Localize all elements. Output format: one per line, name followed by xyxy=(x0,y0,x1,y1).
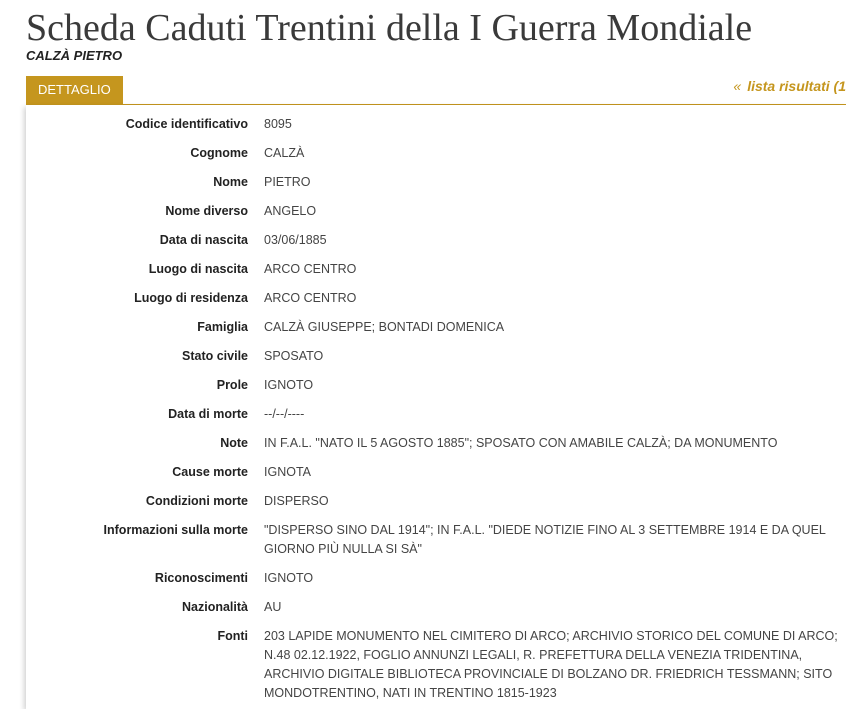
field-label: Cause morte xyxy=(172,465,248,479)
row-nome-diverso xyxy=(26,202,846,231)
row-data-morte xyxy=(26,405,846,434)
field-label: Stato civile xyxy=(182,349,248,363)
field-value: CALZÀ GIUSEPPE; BONTADI DOMENICA xyxy=(264,320,505,334)
field-label: Luogo di residenza xyxy=(134,291,248,305)
field-label: Condizioni morte xyxy=(145,494,248,508)
field-value: DISPERSO xyxy=(264,494,329,508)
field-value: ARCO CENTRO xyxy=(264,262,357,276)
field-label: Data di nascita xyxy=(159,233,248,247)
row-condizioni-morte xyxy=(26,492,846,521)
field-value: 03/06/1885 xyxy=(264,233,327,247)
field-label: Nome xyxy=(213,175,248,189)
results-list-link[interactable] xyxy=(733,76,846,96)
field-value: CALZÀ xyxy=(264,146,305,160)
field-label: Prole xyxy=(216,378,248,392)
row-cognome xyxy=(26,144,846,173)
field-value: 8095 xyxy=(264,117,292,131)
row-data-nascita xyxy=(26,231,846,260)
field-value: IGNOTA xyxy=(264,465,311,479)
results-list-label: lista risultati (1 xyxy=(747,78,846,94)
row-informazioni-morte xyxy=(26,521,846,569)
detail-panel xyxy=(26,105,846,709)
row-fonti xyxy=(26,627,846,709)
row-nazionalita xyxy=(26,598,846,627)
field-label: Note xyxy=(220,436,248,450)
field-value: IN F.A.L. "NATO IL 5 AGOSTO 1885"; SPOSATO CON AMABILE CALZÀ; DA MONUMENTO xyxy=(264,436,778,450)
field-value: "DISPERSO SINO DAL 1914"; IN F.A.L. "DIEDE NOTIZIE FINO AL 3 SETTEMBRE 1914 E DA QUEL GIORNO PIÙ NULLA SI SÀ" xyxy=(264,523,826,556)
row-prole xyxy=(26,376,846,405)
field-value: --/--/---- xyxy=(264,407,305,421)
field-value: AU xyxy=(264,600,282,614)
field-value: SPOSATO xyxy=(264,349,324,363)
field-label: Informazioni sulla morte xyxy=(103,523,248,537)
field-label: Luogo di nascita xyxy=(148,262,248,276)
field-value: IGNOTO xyxy=(264,571,314,585)
field-value: PIETRO xyxy=(264,175,311,189)
row-luogo-residenza xyxy=(26,289,846,318)
row-cause-morte xyxy=(26,463,846,492)
row-famiglia xyxy=(26,318,846,347)
field-value: 203 LAPIDE MONUMENTO NEL CIMITERO DI ARCO; ARCHIVIO STORICO DEL COMUNE DI ARCO; N.48 02.12.1922, FOGLIO ANNUNZI LEGALI, R. PREFETTURA DELLA VENEZIA TRIDENTINA, ARCHIVIO DIGITALE BIBLIOTECA PROVINCIALE DI BOLZANO DR. FRIEDRICH TESSMANN; SITO MONDOTRENTINO, NATI IN TRENTINO 1815-1923 xyxy=(264,629,838,700)
row-note xyxy=(26,434,846,463)
tab-dettaglio[interactable]: DETTAGLIO xyxy=(26,76,123,104)
field-label: Riconoscimenti xyxy=(154,571,248,585)
field-label: Nome diverso xyxy=(165,204,248,218)
row-luogo-nascita xyxy=(26,260,846,289)
field-label: Fonti xyxy=(217,629,248,643)
row-riconoscimenti xyxy=(26,569,846,598)
back-guillemet-icon: « xyxy=(733,78,742,94)
page-title: Scheda Caduti Trentini della I Guerra Mondiale xyxy=(26,7,753,49)
field-label: Nazionalità xyxy=(182,600,248,614)
field-value: ARCO CENTRO xyxy=(264,291,357,305)
field-value: ANGELO xyxy=(264,204,317,218)
record-subtitle: CALZÀ PIETRO xyxy=(26,48,123,63)
field-label: Codice identificativo xyxy=(125,117,248,131)
row-nome xyxy=(26,173,846,202)
field-value: IGNOTO xyxy=(264,378,314,392)
row-stato-civile xyxy=(26,347,846,376)
detail-rows xyxy=(26,115,846,709)
row-codice xyxy=(26,115,846,144)
field-label: Data di morte xyxy=(168,407,248,421)
field-label: Cognome xyxy=(190,146,248,160)
field-label: Famiglia xyxy=(197,320,248,334)
tab-bar xyxy=(26,76,846,105)
